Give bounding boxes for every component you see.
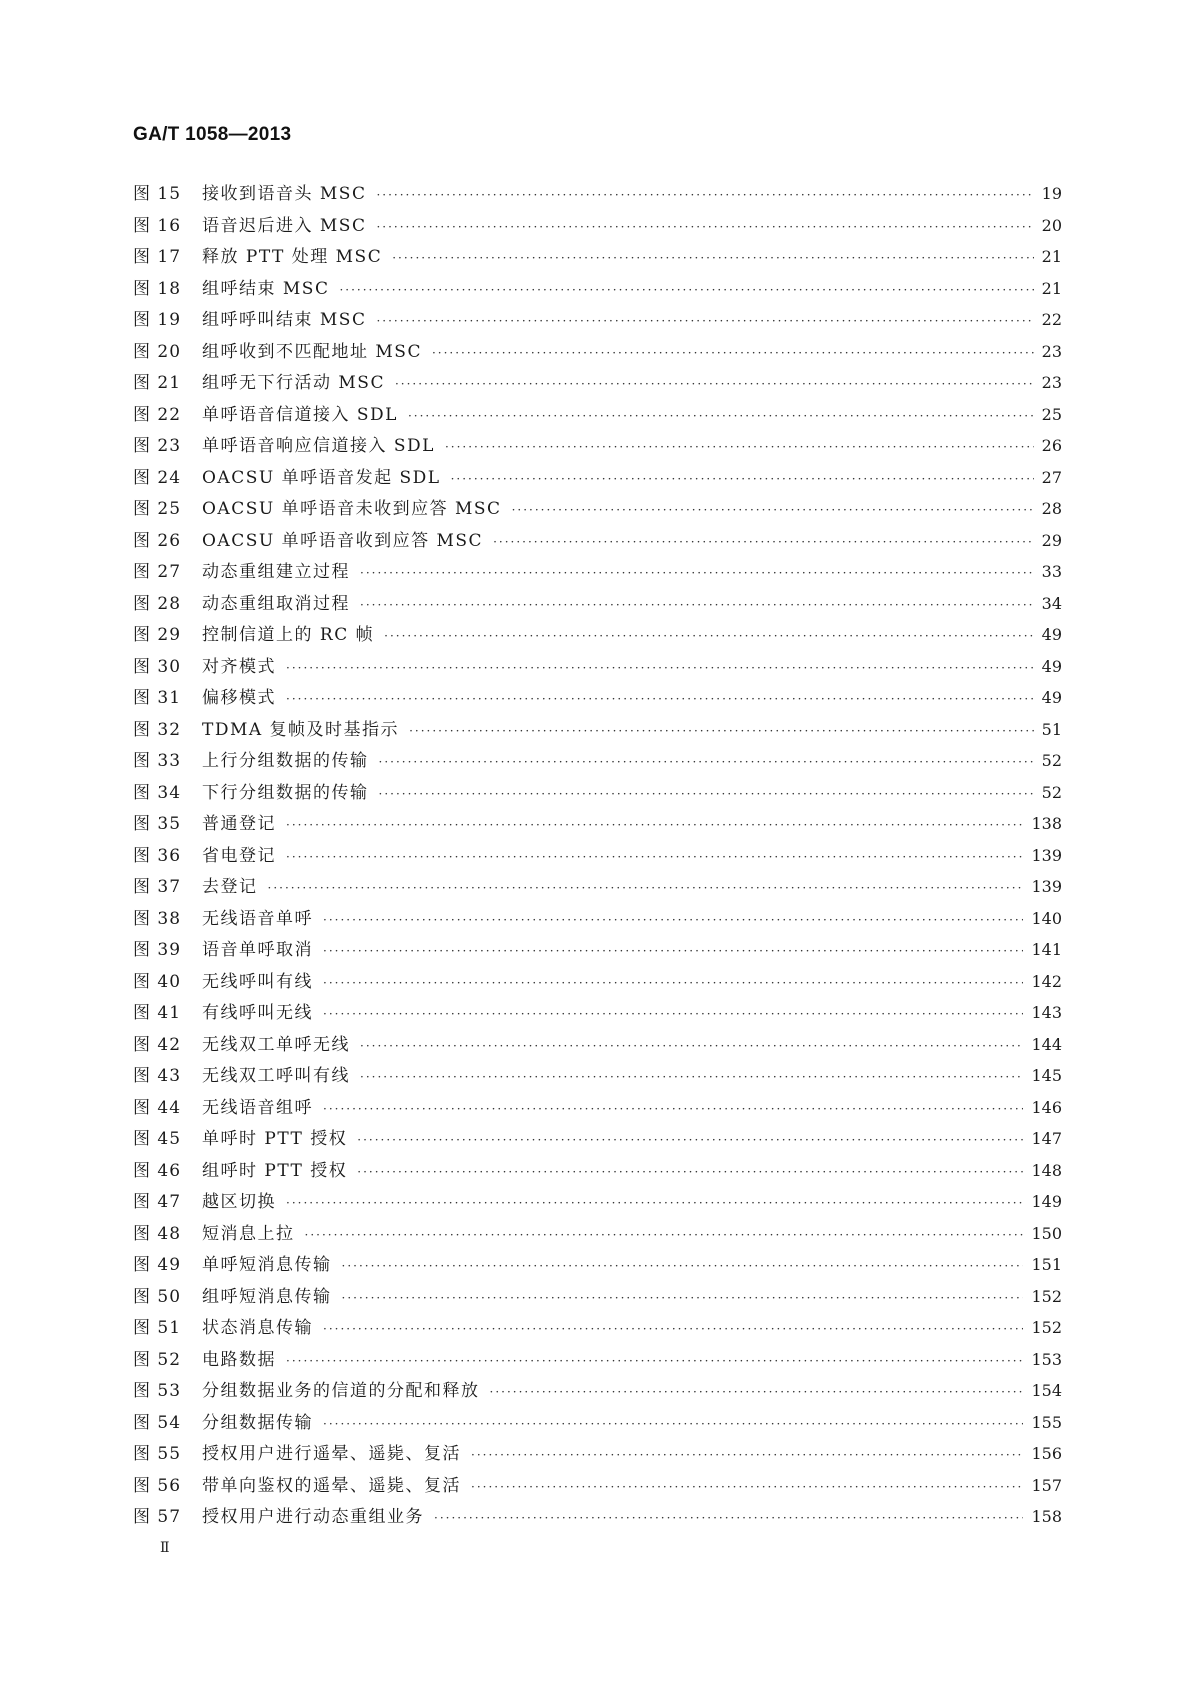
figure-page-number: 25: [1041, 404, 1062, 424]
toc-entry[interactable]: [133, 619, 1062, 651]
figure-page-number: 151: [1031, 1255, 1062, 1274]
figure-number: 图 19: [133, 310, 182, 330]
figure-title: 无线语音组呼: [202, 1097, 313, 1118]
figure-number: 图 53: [133, 1381, 182, 1401]
toc-entry[interactable]: [133, 1123, 1062, 1155]
toc-entry[interactable]: [133, 1375, 1062, 1407]
figure-number: 图 33: [133, 751, 182, 771]
dot-leader: [323, 936, 1023, 968]
figure-page-number: 156: [1031, 1444, 1062, 1463]
figure-page-number: 49: [1041, 688, 1062, 707]
toc-entry[interactable]: [133, 178, 1062, 210]
figure-number: 图 51: [133, 1318, 182, 1338]
dot-leader: [342, 1251, 1024, 1283]
figure-number: 图 30: [133, 656, 182, 677]
figure-page-number: 141: [1031, 940, 1062, 959]
dot-leader: [323, 905, 1023, 937]
figure-title: 单呼时 PTT 授权: [202, 1129, 348, 1149]
figure-title: 下行分组数据的传输: [202, 782, 369, 803]
figure-page-number: 51: [1041, 719, 1062, 739]
toc-entry[interactable]: [133, 1092, 1062, 1124]
figure-title: 控制信道上的 RC 帧: [202, 625, 375, 645]
figure-title: 无线呼叫有线: [202, 971, 313, 992]
figure-number: 图 42: [133, 1034, 182, 1055]
figure-page-number: 139: [1031, 845, 1062, 865]
figure-page-number: 152: [1031, 1286, 1062, 1306]
dot-leader: [357, 1125, 1023, 1157]
dot-leader: [434, 1503, 1023, 1535]
figure-number: 图 18: [133, 278, 182, 299]
figure-page-number: 49: [1041, 625, 1062, 644]
figure-title: 组呼时 PTT 授权: [202, 1160, 348, 1181]
figure-number: 图 57: [133, 1507, 182, 1527]
toc-entry[interactable]: [133, 1344, 1062, 1376]
figure-title: 组呼无下行活动 MSC: [202, 373, 385, 393]
figure-title: 组呼结束 MSC: [202, 278, 330, 299]
figure-page-number: 152: [1031, 1318, 1062, 1337]
toc-entry[interactable]: [133, 588, 1062, 620]
dot-leader: [323, 999, 1023, 1031]
figure-page-number: 34: [1041, 593, 1062, 613]
figure-number: 图 37: [133, 877, 182, 897]
figure-number: 图 20: [133, 341, 182, 362]
dot-leader: [376, 180, 1033, 212]
figure-page-number: 26: [1041, 436, 1062, 455]
toc-entry[interactable]: [133, 1312, 1062, 1344]
figure-page-number: 27: [1041, 467, 1062, 487]
dot-leader: [286, 810, 1023, 842]
toc-entry[interactable]: [133, 1501, 1062, 1533]
figure-title: 单呼短消息传输: [202, 1255, 332, 1275]
figure-page-number: 140: [1031, 908, 1062, 928]
toc-entry[interactable]: [133, 525, 1062, 557]
dot-leader: [451, 464, 1034, 496]
toc-entry[interactable]: [133, 745, 1062, 777]
figure-page-number: 155: [1031, 1412, 1062, 1432]
figure-title: 短消息上拉: [202, 1223, 295, 1244]
figure-page-number: 23: [1041, 373, 1062, 392]
figure-title: 电路数据: [202, 1349, 276, 1370]
figure-page-number: 22: [1041, 310, 1062, 329]
figure-number: 图 48: [133, 1223, 182, 1244]
figure-number: 图 21: [133, 373, 182, 393]
dot-leader: [493, 527, 1034, 559]
figure-page-number: 153: [1031, 1349, 1062, 1369]
figure-page-number: 52: [1041, 751, 1062, 770]
figure-number: 图 35: [133, 814, 182, 834]
toc-entry[interactable]: [133, 1060, 1062, 1092]
figure-page-number: 146: [1031, 1097, 1062, 1117]
toc-entry[interactable]: [133, 556, 1062, 588]
dot-leader: [395, 369, 1034, 401]
toc-entry[interactable]: [133, 934, 1062, 966]
figure-number: 图 15: [133, 184, 182, 204]
figure-list: [133, 178, 1062, 1533]
figure-title: 单呼语音响应信道接入 SDL: [202, 436, 435, 456]
dot-leader: [323, 1409, 1023, 1441]
toc-entry[interactable]: [133, 273, 1062, 305]
figure-page-number: 138: [1031, 814, 1062, 833]
dot-leader: [305, 1220, 1024, 1252]
toc-entry[interactable]: [133, 462, 1062, 494]
figure-number: 图 54: [133, 1412, 182, 1433]
toc-entry[interactable]: [133, 399, 1062, 431]
figure-number: 图 36: [133, 845, 182, 866]
figure-page-number: 29: [1041, 530, 1062, 550]
figure-title: 上行分组数据的传输: [202, 751, 369, 771]
dot-leader: [432, 338, 1034, 370]
toc-entry[interactable]: [133, 871, 1062, 903]
figure-title: OACSU 单呼语音发起 SDL: [202, 467, 441, 488]
toc-entry[interactable]: [133, 714, 1062, 746]
dot-leader: [376, 212, 1033, 244]
dot-leader: [392, 243, 1033, 275]
dot-leader: [268, 873, 1024, 905]
toc-entry[interactable]: [133, 1249, 1062, 1281]
figure-page-number: 139: [1031, 877, 1062, 896]
dot-leader: [323, 968, 1023, 1000]
figure-number: 图 22: [133, 404, 182, 425]
figure-page-number: 52: [1041, 782, 1062, 802]
figure-number: 图 55: [133, 1444, 182, 1464]
figure-title: 省电登记: [202, 845, 276, 866]
figure-title: 普通登记: [202, 814, 276, 834]
figure-title: 动态重组取消过程: [202, 593, 350, 614]
dot-leader: [360, 558, 1034, 590]
dot-leader: [471, 1440, 1023, 1472]
dot-leader: [286, 842, 1023, 874]
dot-leader: [286, 653, 1034, 685]
dot-leader: [471, 1472, 1023, 1504]
dot-leader: [379, 779, 1034, 811]
dot-leader: [409, 716, 1034, 748]
figure-page-number: 147: [1031, 1129, 1062, 1148]
figure-title: 接收到语音头 MSC: [202, 184, 367, 204]
toc-entry[interactable]: [133, 1438, 1062, 1470]
toc-entry[interactable]: [133, 1470, 1062, 1502]
figure-number: 图 47: [133, 1192, 182, 1212]
figure-title: 授权用户进行动态重组业务: [202, 1507, 424, 1527]
figure-page-number: 49: [1041, 656, 1062, 676]
figure-title: 无线双工单呼无线: [202, 1034, 350, 1055]
figure-number: 图 28: [133, 593, 182, 614]
figure-number: 图 25: [133, 499, 182, 519]
toc-entry[interactable]: [133, 966, 1062, 998]
figure-title: 带单向鉴权的遥晕、遥毙、复活: [202, 1475, 461, 1496]
figure-page-number: 148: [1031, 1160, 1062, 1180]
dot-leader: [360, 1031, 1023, 1063]
figure-number: 图 17: [133, 247, 182, 267]
figure-title: 去登记: [202, 877, 258, 897]
figure-title: 无线语音单呼: [202, 908, 313, 929]
dot-leader: [490, 1377, 1024, 1409]
figure-number: 图 16: [133, 215, 182, 236]
figure-title: 无线双工呼叫有线: [202, 1066, 350, 1086]
figure-page-number: 157: [1031, 1475, 1062, 1495]
figure-number: 图 43: [133, 1066, 182, 1086]
toc-entry[interactable]: [133, 493, 1062, 525]
figure-number: 图 38: [133, 908, 182, 929]
figure-number: 图 46: [133, 1160, 182, 1181]
figure-page-number: 142: [1031, 971, 1062, 991]
figure-number: 图 44: [133, 1097, 182, 1118]
dot-leader: [286, 1346, 1023, 1378]
dot-leader: [360, 590, 1034, 622]
toc-entry[interactable]: [133, 808, 1062, 840]
figure-number: 图 45: [133, 1129, 182, 1149]
dot-leader: [286, 1188, 1023, 1220]
dot-leader: [379, 747, 1034, 779]
figure-page-number: 21: [1041, 278, 1062, 298]
figure-title: 越区切换: [202, 1192, 276, 1212]
dot-leader: [408, 401, 1034, 433]
toc-entry[interactable]: [133, 777, 1062, 809]
dot-leader: [323, 1094, 1023, 1126]
dot-leader: [360, 1062, 1023, 1094]
toc-entry[interactable]: [133, 997, 1062, 1029]
figure-title: OACSU 单呼语音未收到应答 MSC: [202, 499, 502, 519]
dot-leader: [323, 1314, 1023, 1346]
figure-title: 状态消息传输: [202, 1318, 313, 1338]
toc-entry[interactable]: [133, 651, 1062, 683]
figure-page-number: 154: [1031, 1381, 1062, 1400]
toc-entry[interactable]: [133, 1155, 1062, 1187]
toc-entry[interactable]: [133, 1029, 1062, 1061]
figure-number: 图 56: [133, 1475, 182, 1496]
dot-leader: [339, 275, 1033, 307]
toc-entry[interactable]: [133, 1186, 1062, 1218]
figure-number: 图 34: [133, 782, 182, 803]
figure-page-number: 19: [1041, 184, 1062, 203]
dot-leader: [286, 684, 1034, 716]
toc-entry[interactable]: [133, 1407, 1062, 1439]
figure-title: TDMA 复帧及时基指示: [202, 719, 400, 740]
toc-entry[interactable]: [133, 304, 1062, 336]
figure-page-number: 20: [1041, 215, 1062, 235]
figure-page-number: 158: [1031, 1507, 1062, 1526]
figure-number: 图 31: [133, 688, 182, 708]
figure-page-number: 145: [1031, 1066, 1062, 1085]
figure-number: 图 50: [133, 1286, 182, 1307]
figure-number: 图 49: [133, 1255, 182, 1275]
dot-leader: [384, 621, 1034, 653]
figure-title: 组呼收到不匹配地址 MSC: [202, 341, 422, 362]
figure-title: 语音单呼取消: [202, 940, 313, 960]
figure-page-number: 33: [1041, 562, 1062, 581]
figure-title: 对齐模式: [202, 656, 276, 677]
dot-leader: [445, 432, 1034, 464]
toc-entry[interactable]: [133, 682, 1062, 714]
figure-title: 语音迟后进入 MSC: [202, 215, 367, 236]
toc-entry[interactable]: [133, 336, 1062, 368]
figure-title: 授权用户进行遥晕、遥毙、复活: [202, 1444, 461, 1464]
figure-title: 组呼短消息传输: [202, 1286, 332, 1307]
figure-page-number: 23: [1041, 341, 1062, 361]
figure-number: 图 40: [133, 971, 182, 992]
toc-entry[interactable]: [133, 1281, 1062, 1313]
page-number: Ⅱ: [160, 1540, 170, 1556]
figure-number: 图 32: [133, 719, 182, 740]
document-code: GA/T 1058—2013: [133, 124, 292, 145]
dot-leader: [357, 1157, 1023, 1189]
figure-title: 单呼语音信道接入 SDL: [202, 404, 398, 425]
toc-entry[interactable]: [133, 840, 1062, 872]
toc-entry[interactable]: [133, 430, 1062, 462]
figure-number: 图 23: [133, 436, 182, 456]
figure-page-number: 149: [1031, 1192, 1062, 1211]
figure-title: 分组数据传输: [202, 1412, 313, 1433]
toc-entry[interactable]: [133, 241, 1062, 273]
figure-title: OACSU 单呼语音收到应答 MSC: [202, 530, 484, 551]
dot-leader: [342, 1283, 1024, 1315]
figure-title: 组呼呼叫结束 MSC: [202, 310, 367, 330]
figure-number: 图 26: [133, 530, 182, 551]
dot-leader: [376, 306, 1033, 338]
figure-page-number: 150: [1031, 1223, 1062, 1243]
figure-title: 分组数据业务的信道的分配和释放: [202, 1381, 480, 1401]
dot-leader: [512, 495, 1034, 527]
figure-number: 图 41: [133, 1003, 182, 1023]
figure-page-number: 28: [1041, 499, 1062, 518]
toc-entry[interactable]: [133, 1218, 1062, 1250]
figure-title: 释放 PTT 处理 MSC: [202, 247, 383, 267]
toc-entry[interactable]: [133, 210, 1062, 242]
figure-page-number: 21: [1041, 247, 1062, 266]
figure-page-number: 143: [1031, 1003, 1062, 1022]
figure-page-number: 144: [1031, 1034, 1062, 1054]
toc-entry[interactable]: [133, 367, 1062, 399]
figure-number: 图 29: [133, 625, 182, 645]
toc-entry[interactable]: [133, 903, 1062, 935]
figure-number: 图 52: [133, 1349, 182, 1370]
figure-title: 动态重组建立过程: [202, 562, 350, 582]
figure-number: 图 24: [133, 467, 182, 488]
figure-title: 有线呼叫无线: [202, 1003, 313, 1023]
figure-number: 图 39: [133, 940, 182, 960]
figure-title: 偏移模式: [202, 688, 276, 708]
figure-number: 图 27: [133, 562, 182, 582]
